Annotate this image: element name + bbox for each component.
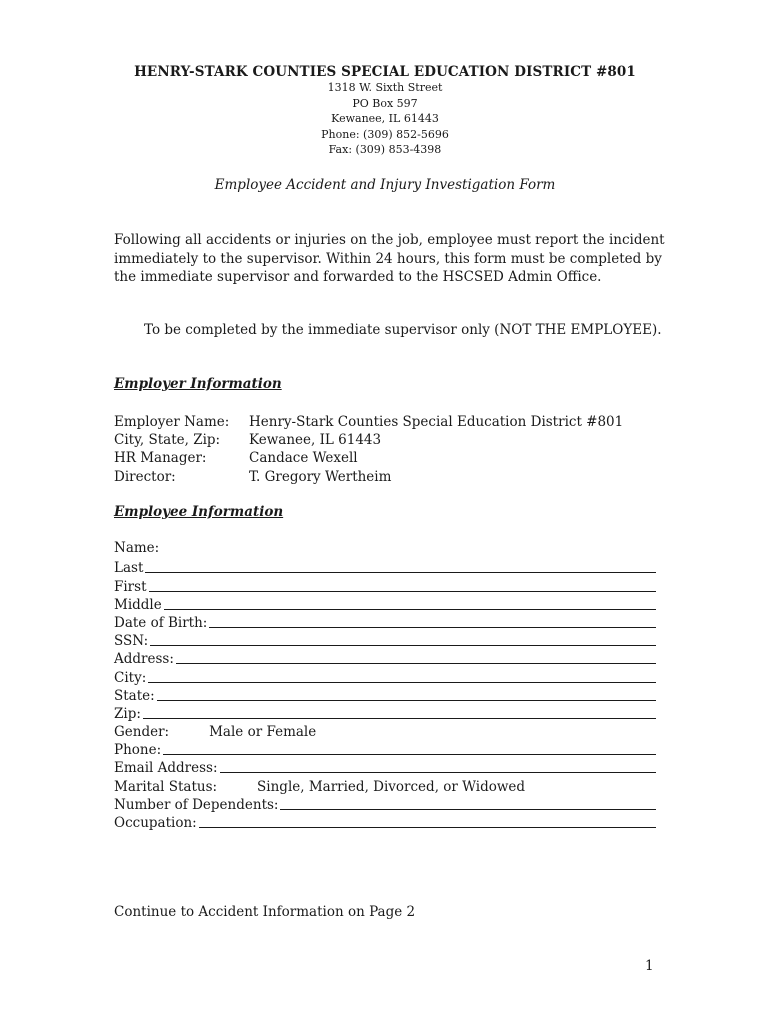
middle-name-label: Middle [114,596,162,613]
phone-label: Phone: [114,742,162,759]
employer-city-row [114,431,623,449]
employer-name-value: Henry-Stark Counties Special Education District #801 [249,414,624,430]
district-name: HENRY-STARK COUNTIES SPECIAL EDUCATION DISTRICT #801 [134,64,636,80]
employer-info-block [114,413,623,486]
address-field[interactable] [176,663,656,664]
zip-row [114,704,656,722]
employer-name-label: Employer Name: [114,414,230,430]
first-name-label: First [114,578,147,595]
address-row [114,649,656,667]
form-title: Employee Accident and Injury Investigation Form [214,177,556,193]
employer-city-value: Kewanee, IL 61443 [249,432,382,449]
employee-fields [114,540,656,831]
email-field[interactable] [220,772,656,773]
intro-paragraph: Following all accidents or injuries on the job, employee must report the incident immediately to the supervisor. Within 24 hours, this form must be completed by the immediate supervisor and forwarded to the HSCSED Admin Office. [114,232,665,285]
occupation-label: Occupation: [114,815,197,831]
address-city: Kewanee, IL 61443 [331,112,439,125]
hr-manager-value: Candace Wexell [249,450,358,467]
email-row [114,758,656,776]
employer-info-heading: Employer Information [114,376,282,392]
hr-manager-label: HR Manager: [114,450,207,467]
dob-field[interactable] [209,627,656,628]
first-name-field[interactable] [149,591,657,592]
address-fax: Fax: (309) 853-4398 [328,143,442,156]
dependents-row [114,795,656,813]
marital-label: Marital Status: [114,778,218,795]
employer-name-row [114,413,623,431]
zip-label: Zip: [114,705,141,722]
last-name-row [114,558,656,576]
gender-options[interactable]: Male or Female [209,724,317,741]
dob-row [114,613,656,631]
page-number: 1 [645,958,654,974]
hr-manager-row [114,449,623,467]
employee-info-heading: Employee Information [114,504,284,520]
address-street: 1318 W. Sixth Street [327,81,443,94]
city-field[interactable] [148,682,656,683]
gender-label: Gender: [114,724,170,741]
middle-name-row [114,595,656,613]
marital-row [114,776,656,794]
dependents-label: Number of Dependents: [114,796,279,813]
continue-note: Continue to Accident Information on Page 2 [114,904,416,920]
director-value: T. Gregory Wertheim [249,468,392,485]
dob-label: Date of Birth: [114,614,208,631]
employer-city-label: City, State, Zip: [114,432,221,449]
letterhead [0,64,770,158]
dependents-field[interactable] [280,809,656,810]
zip-field[interactable] [143,718,656,719]
director-label: Director: [114,468,176,485]
gender-row [114,722,656,740]
supervisor-instruction: To be completed by the immediate supervisor only (NOT THE EMPLOYEE). [144,322,662,338]
director-row [114,468,623,486]
last-name-label: Last [114,560,144,577]
state-field[interactable] [157,700,656,701]
state-row [114,686,656,704]
first-name-row [114,576,656,594]
occupation-field[interactable] [199,827,656,828]
city-row [114,667,656,685]
phone-field[interactable] [163,754,656,755]
email-label: Email Address: [114,760,218,777]
state-label: State: [114,687,155,704]
ssn-row [114,631,656,649]
phone-row [114,740,656,758]
middle-name-field[interactable] [164,609,656,610]
marital-options[interactable]: Single, Married, Divorced, or Widowed [257,778,526,795]
address-label: Address: [114,651,174,668]
occupation-row [114,813,656,831]
last-name-field[interactable] [145,572,656,573]
ssn-label: SSN: [114,633,149,650]
name-label: Name: [114,540,160,556]
address-phone: Phone: (309) 852-5696 [321,127,449,141]
address-po-box: PO Box 597 [352,96,418,110]
city-label: City: [114,669,147,686]
ssn-field[interactable] [150,645,656,646]
